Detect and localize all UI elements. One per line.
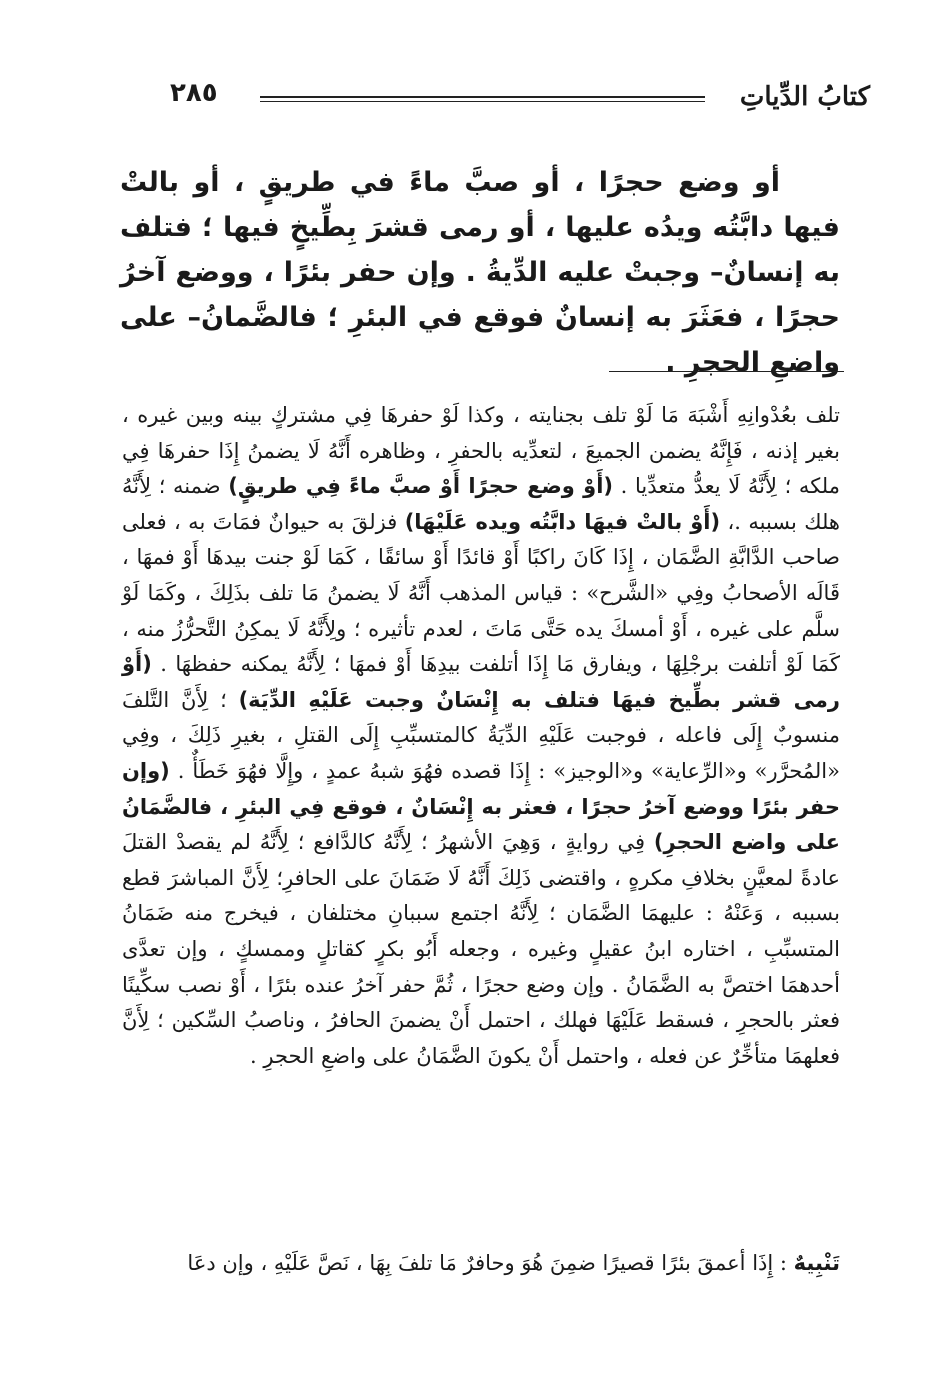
commentary-segment: فزلقَ به حيوانٌ فمَاتَ به ، فعلى صاحب الدَّابَّةِ الضَّمَان ، إِذَا كَانَ راكبًا أَوْ قائدًا أَوْ سائقًا ، كَمَا لَوْ جنت بيدهَا أَوْ فمهَا ، قَالَه الأصحابُ وفِي «الشَّرح» : قياس المذهب أَنَّهُ لَا يضمنُ مَا تلف بذَلِكَ ، وكَمَا لَوْ سلَّم على غيره ، أَوْ أمسكَ يده حَتَّى مَاتَ ، لعدم تأثيره ؛ ولِأَنَّهُ لَا يمكِنُ التَّحرُّزُ منه ، كَمَا لَوْ أتلفت برجْلِهَا ، ويفارق مَا إِذَا أتلفت بيدِهَا أَوْ فمهَا ؛ لِأَنَّهُ يمكنه حفظهَا . <box>122 509 840 677</box>
quoted-main-text: (أَوْ بالتْ فيهَا دابَّتُه ويده عَلَيْهَا) <box>404 509 721 534</box>
main-text <box>120 160 840 385</box>
commentary-segment: ؛ لِأَنَّ التَّلفَ منسوبٌ إِلَى فاعله ، فوجبت عَلَيْهِ الدِّيَةُ كالمتسبِّبِ إِلَى القتلِ ، بغيرِ ذَلِكَ ، وفِي «المُحرَّر» و«الرِّعاية» و«الوجيز» : إِذَا قصده فهُوَ شبهُ عمدٍ ، وإِلَّا فهُوَ خَطَأٌ . <box>122 687 840 783</box>
commentary-segment: فِي روايةٍ ، وَهِيَ الأشهرُ ؛ لِأَنَّهُ كالدَّافع ؛ لِأَنَّهُ لم يقصدْ القتلَ عادةً لمعيَّنٍ بخلافِ مكرهٍ ، واقتضى ذَلِكَ أَنَّهُ لَا ضَمَانَ على الحافرِ؛ لِأَنَّ المباشرَ قطع بسببه ، وَعَنْهُ : عليهمَا الضَّمَان ؛ لِأَنَّهُ اجتمع سببانِ مختلفان ، فيخرج منه ضَمَانُ المتسبِّبِ ، اختاره ابنُ عقيلٍ وغيره ، وجعله أَبُو بكرٍ كقاتلٍ وممسكٍ ، وإن تعدَّى أحدهمَا اختصَّ به الضَّمَانُ . وإن وضع حجرًا ، ثُمَّ حفر آخرُ عنده بئرًا ، أَوْ نصب سكِّينًا فعثر بالحجرِ ، فسقط عَلَيْهَا فهلك ، احتمل أَنْ يضمنَ الحافرُ ، وناصبُ السِّكين ؛ لِأَنَّ فعلهمَا متأخِّرٌ عن فعله ، واحتمل أَنْ يكونَ الضَّمَانُ على واضعِ الحجرِ . <box>122 830 840 1068</box>
page-header <box>150 78 870 118</box>
header-rule <box>260 96 705 102</box>
commentary-paragraph <box>122 398 840 1074</box>
note-label: تَنْبِيهٌ <box>793 1251 840 1275</box>
quoted-main-text: (أَوْ رمى قشر بطِّيخ فيهَا فتلف به إِنْسَانٌ وجبت عَلَيْهِ الدِّيَة) <box>122 652 840 712</box>
quoted-main-text: (وإن حفر بئرًا ووضع آخرُ حجرًا ، فعثر به إِنْسَانٌ ، فوقع فِي البئرِ ، فالضَّمَانُ على واضع الحجرِ) <box>122 758 840 855</box>
main-text-paragraph: أو وضع حجرًا ، أو صبَّ ماءً في طريقٍ ، أو بالتْ فيها دابَّتُه ويدُه عليها ، أو رمى قشرَ بِطِّيخٍ فيها ؛ فتلف به إنسانٌ– وجبتْ عليه الدِّيةُ . وإن حفر بئرًا ، ووضع آخرُ حجرًا ، فعَثَرَ به إنسانٌ فوقع في البئرِ ؛ فالضَّمانُ– على واضعِ الحجرِ . <box>120 167 840 378</box>
note-line <box>122 1246 840 1280</box>
note-text: : إِذَا أعمقَ بئرًا قصيرًا ضمِنَ هُوَ وحافرٌ مَا تلفَ بِهَا ، نَصَّ عَلَيْهِ ، وإن دعَا <box>187 1251 787 1275</box>
footnote-divider <box>609 371 844 372</box>
commentary-text <box>122 398 840 1074</box>
book-title: كتابُ الدِّياتِ <box>739 82 870 112</box>
commentary-segment: تلف بعُدْوانِهِ أَشْبَهَ مَا لَوْ تلف بجنايته ، وكذا لَوْ حفرهَا فِي مشتركٍ بينه وبين غيره ، بغير إذنه ، فَإِنَّهُ يضمن الجميعَ ، لتعدِّيه بالحفرِ ، وظاهره أَنَّهُ لَا يضمنُ إِذَا حفرهَا فِي ملكه ؛ لِأَنَّهُ لَا يعدُّ متعدِّيا . <box>122 403 840 499</box>
commentary-segment: ضمنه ؛ لِأَنَّهُ هلك بسببه .، <box>122 474 840 534</box>
quoted-main-text: (أَوْ وضع حجرًا أَوْ صبَّ ماءً فِي طريقٍ) <box>228 474 613 499</box>
page-number: ٢٨٥ <box>170 78 218 108</box>
